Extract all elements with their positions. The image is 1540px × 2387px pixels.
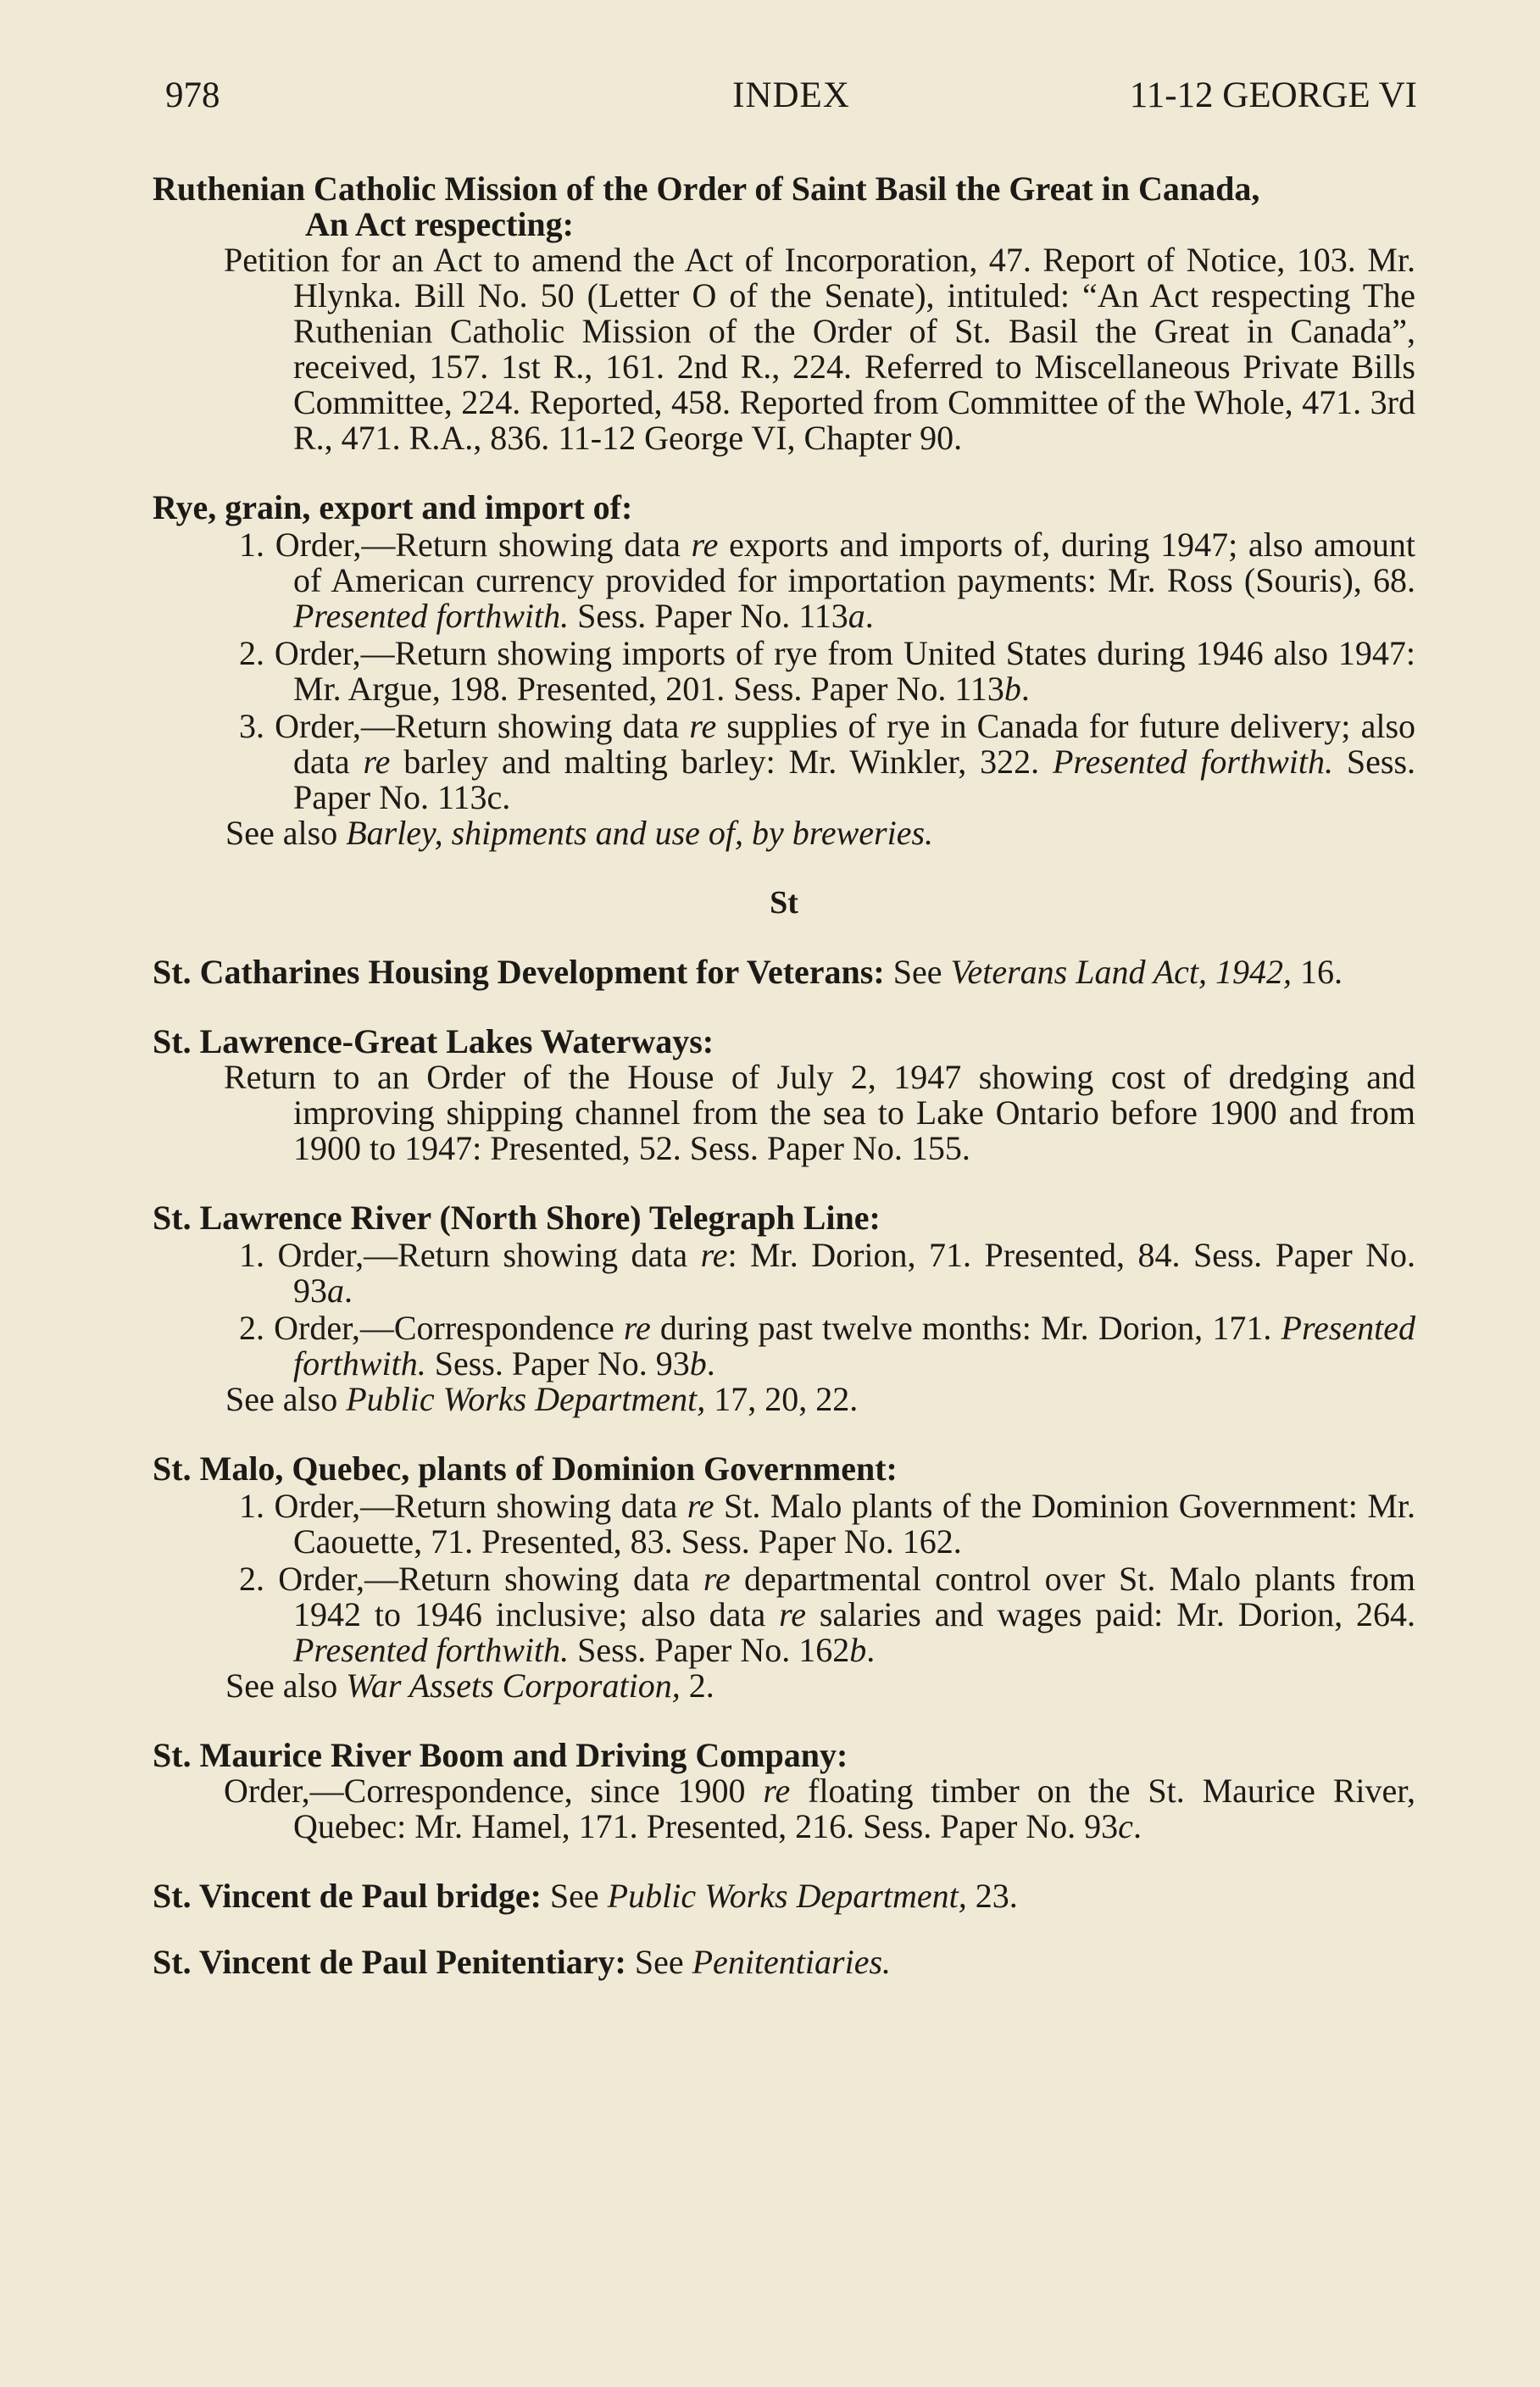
list-item: 3. Order,—Return showing data re supplies of rye in Canada for future delivery; also data re barley and malting barley: Mr. Winkler, 322. Presented forthwith. Sess. Paper No. 113c. xyxy=(239,707,1416,816)
page-title: INDEX xyxy=(732,75,850,115)
entry-line: St. Vincent de Paul bridge: See Public Works Department, 23. xyxy=(153,1877,1018,1915)
entry-st-vincent-bridge xyxy=(153,1878,1415,1914)
entry-heading: St. Lawrence River (North Shore) Telegraph Line: xyxy=(153,1199,881,1237)
entry-st-lawrence-telegraph xyxy=(153,1200,1415,1417)
list-item: 1. Order,—Return showing data re exports and imports of, during 1947; also amount of American currency provided for importation payments: Mr. Ross (Souris), 68. Presented forthwith. Sess. Paper No. 113a. xyxy=(239,526,1416,635)
entry-heading: St. Maurice River Boom and Driving Company: xyxy=(153,1736,848,1774)
see-also: See also Barley, shipments and use of, by breweries. xyxy=(225,814,934,852)
heading-line-2: An Act respecting: xyxy=(305,205,574,243)
entry-rye xyxy=(153,490,1415,851)
entry-heading: St. Lawrence-Great Lakes Waterways: xyxy=(153,1022,714,1060)
see-also: See also War Assets Corporation, 2. xyxy=(225,1666,714,1705)
entry-text: Order,—Correspondence, since 1900 re floating timber on the St. Maurice River, Quebec: Mr. Hamel, 171. Presented, 216. Sess. Paper No. 93c. xyxy=(224,1772,1415,1845)
list-item: 2. Order,—Return showing imports of rye from United States during 1946 also 1947: Mr. Argue, 198. Presented, 201. Sess. Paper No. 113b. xyxy=(239,634,1415,708)
entry-st-vincent-penitentiary xyxy=(153,1945,1415,1980)
page-number: 978 xyxy=(165,75,220,115)
entry-text: Petition for an Act to amend the Act of Incorporation, 47. Report of Notice, 103. Mr. Hlynka. Bill No. 50 (Letter O of the Senate), intituled: “An Act respecting The Ruthenian Catholic Mission of the Order of St. Basil the Great in Canada”, received, 157. 1st R., 161. 2nd R., 224. Referred to Miscellaneous Private Bills Committee, 224. Reported, 458. Reported from Committee of the Whole, 471. 3rd R., 471. R.A., 836. 11-12 George VI, Chapter 90. xyxy=(224,241,1415,457)
entry-ruthenian xyxy=(153,171,1415,456)
heading-line-1: Ruthenian Catholic Mission of the Order of Saint Basil the Great in Canada, xyxy=(153,170,1260,208)
index-content xyxy=(153,171,1415,2014)
entry-text: Return to an Order of the House of July 2, 1947 showing cost of dredging and improving shipping channel from the sea to Lake Ontario before 1900 and from 1900 to 1947: Presented, 52. Sess. Paper No. 155. xyxy=(224,1058,1415,1167)
entry-st-lawrence-waterways xyxy=(153,1024,1415,1166)
entry-heading: St. Malo, Quebec, plants of Dominion Government: xyxy=(153,1449,898,1488)
entry-st-maurice xyxy=(153,1738,1415,1844)
item-list xyxy=(153,527,1415,815)
entry-st-malo xyxy=(153,1451,1415,1704)
entry-line: St. Vincent de Paul Penitentiary: See Penitentiaries. xyxy=(153,1943,892,1981)
list-item: 2. Order,—Return showing data re departmental control over St. Malo plants from 1942 to 1946 inclusive; also data re salaries and wages paid: Mr. Dorion, 264. Presented forthwith. Sess. Paper No. 162b. xyxy=(239,1560,1416,1669)
list-item: 2. Order,—Correspondence re during past twelve months: Mr. Dorion, 171. Presented forthwith. Sess. Paper No. 93b. xyxy=(239,1309,1415,1383)
entry-line: St. Catharines Housing Development for Veterans: See Veterans Land Act, 1942, 16. xyxy=(153,953,1343,991)
list-item: 1. Order,—Return showing data re St. Malo plants of the Dominion Government: Mr. Caouette, 71. Presented, 83. Sess. Paper No. 162. xyxy=(239,1487,1415,1561)
item-list xyxy=(153,1488,1415,1668)
entry-st-catharines xyxy=(153,954,1415,990)
entry-heading: St. Catharines Housing Development for Veterans: xyxy=(153,953,885,991)
section-letter: St xyxy=(770,885,798,921)
entry-heading: St. Vincent de Paul bridge: xyxy=(153,1877,542,1915)
entry-heading xyxy=(153,171,1415,242)
item-list xyxy=(153,1238,1415,1382)
list-item: 1. Order,—Return showing data re: Mr. Dorion, 71. Presented, 84. Sess. Paper No. 93a. xyxy=(239,1236,1416,1310)
session-label: 11-12 GEORGE VI xyxy=(1129,75,1417,115)
running-head xyxy=(165,75,1417,125)
entry-heading: St. Vincent de Paul Penitentiary: xyxy=(153,1943,626,1981)
entry-heading: Rye, grain, export and import of: xyxy=(153,488,633,526)
see-also: See also Public Works Department, 17, 20, 22. xyxy=(225,1380,859,1418)
